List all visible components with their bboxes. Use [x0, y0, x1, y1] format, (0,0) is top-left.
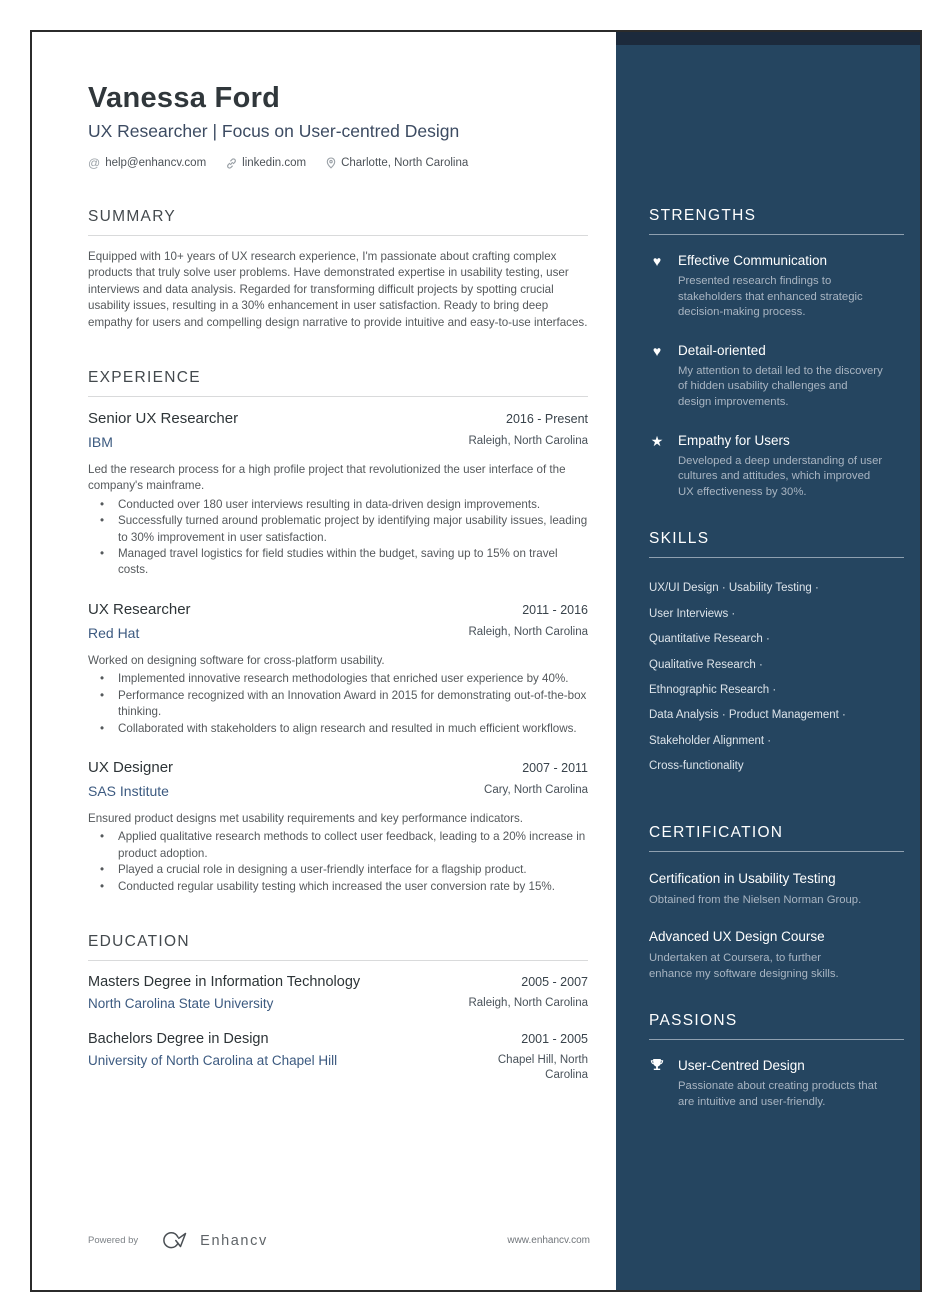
skill-line: Stakeholder Alignment · — [649, 734, 772, 747]
school-location: Chapel Hill, North Carolina — [497, 1053, 588, 1081]
degree-title: Bachelors Degree in Design — [88, 1030, 269, 1047]
strength-title: Effective Communication — [678, 253, 828, 268]
job-bullets — [88, 497, 588, 579]
job-role: UX Researcher — [88, 600, 191, 618]
education-dates: 2001 - 2005 — [521, 1031, 588, 1046]
education-dates: 2005 - 2007 — [521, 974, 588, 989]
linkedin-link[interactable] — [226, 157, 306, 169]
education-section — [88, 933, 588, 1083]
education-entry — [88, 974, 588, 1011]
job-bullet: • Managed travel logistics for field studies within the budget, saving up to 15% on travel costs. — [88, 546, 588, 579]
email-link[interactable] — [88, 156, 206, 170]
job-company: IBM — [88, 434, 113, 451]
location-icon — [326, 157, 336, 169]
job-role: UX Designer — [88, 758, 174, 776]
job-entry — [88, 410, 588, 579]
job-bullet: • Conducted regular usability testing which increased the user conversion rate by 15%. — [88, 879, 588, 895]
heart-icon: ♥ — [652, 253, 662, 269]
degree-title: Masters Degree in Information Technology — [88, 973, 361, 990]
school-name: University of North Carolina at Chapel Hill — [88, 1052, 338, 1068]
strength-text: My attention to detail led to the discovery of hidden usability challenges and design improvements. — [678, 364, 883, 408]
link-icon — [226, 158, 237, 169]
strength-title: Detail-oriented — [678, 342, 766, 358]
passions-heading: PASSIONS — [649, 1012, 904, 1040]
job-entry — [88, 759, 588, 895]
job-bullet: • Collaborated with stakeholders to align research and resulted in much efficient workflows. — [88, 721, 588, 737]
job-dates: 2016 - Present — [506, 412, 588, 427]
strength-text: Presented research findings to stakeholders that enhanced strategic decision-making process. — [678, 275, 863, 319]
skill-line: Quantitative Research · — [649, 633, 770, 646]
job-company: SAS Institute — [88, 782, 169, 799]
person-title: UX Researcher | Focus on User-centred Design — [88, 121, 460, 141]
certification-text: Undertaken at Coursera, to further enhance my software designing skills. — [649, 952, 839, 980]
website-link[interactable]: www.enhancv.com — [507, 1235, 590, 1246]
job-dates: 2007 - 2011 — [522, 760, 588, 775]
strengths-heading: STRENGTHS — [649, 207, 904, 235]
divider — [88, 960, 588, 961]
person-name: Vanessa Ford — [88, 82, 281, 114]
enhancv-logo-icon — [162, 1231, 192, 1250]
trophy-icon — [649, 1058, 665, 1110]
certification-section — [649, 824, 904, 983]
sidebar-top-band — [616, 32, 920, 45]
skill-line: UX/UI Design · Usability Testing · — [649, 582, 819, 595]
certification-item — [649, 870, 904, 909]
certification-text: Obtained from the Nielsen Norman Group. — [649, 893, 862, 906]
school-name: North Carolina State University — [88, 995, 274, 1011]
contact-row — [88, 156, 588, 170]
strengths-section — [649, 207, 904, 500]
skill-line: Ethnographic Research · — [649, 683, 777, 696]
job-description: Led the research process for a high profile project that revolutionized the user interface of the company's mainframe. — [88, 463, 566, 493]
skill-line: User Interviews · — [649, 607, 736, 620]
strength-item — [649, 433, 904, 501]
job-location: Raleigh, North Carolina — [468, 625, 588, 638]
resume-header — [88, 82, 588, 170]
job-location: Cary, North Carolina — [484, 783, 588, 796]
strength-text: Developed a deep understanding of user cultures and attitudes, which improved UX effectiveness by 30%. — [678, 454, 883, 498]
job-bullet: • Performance recognized with an Innovation Award in 2015 for demonstrating out-of-the-box thinking. — [88, 688, 588, 721]
job-bullet: • Conducted over 180 user interviews resulting in data-driven design improvements. — [88, 497, 588, 513]
education-entry — [88, 1031, 588, 1083]
job-location: Raleigh, North Carolina — [468, 435, 588, 448]
job-description: Ensured product designs met usability requirements and key performance indicators. — [88, 811, 523, 825]
sidebar — [616, 32, 920, 1290]
brand-name: Enhancv — [200, 1232, 268, 1249]
at-icon: @ — [88, 156, 101, 170]
job-bullets — [88, 671, 588, 737]
divider — [88, 396, 588, 397]
strength-item — [649, 343, 904, 411]
experience-heading: EXPERIENCE — [88, 369, 201, 387]
passion-title: User-Centred Design — [678, 1058, 805, 1074]
job-bullets — [88, 829, 588, 895]
powered-by-label: Powered by — [88, 1235, 139, 1246]
star-icon: ★ — [650, 432, 664, 449]
job-role: Senior UX Researcher — [88, 410, 239, 428]
skills-heading: SKILLS — [649, 530, 904, 558]
job-description: Worked on designing software for cross-platform usability. — [88, 653, 385, 667]
heart-icon: ♥ — [652, 342, 662, 359]
passion-text: Passionate about creating products that are intuitive and user-friendly. — [678, 1080, 878, 1108]
certification-item — [649, 928, 904, 982]
job-dates: 2011 - 2016 — [522, 602, 588, 617]
main-column — [32, 32, 616, 1290]
skill-line: Qualitative Research · — [649, 658, 763, 671]
job-bullet: • Played a crucial role in designing a user-friendly interface for a flagship product. — [88, 862, 588, 878]
skill-line: Cross-functionality — [649, 760, 744, 773]
job-company: Red Hat — [88, 624, 140, 641]
divider — [88, 235, 588, 236]
school-location: Raleigh, North Carolina — [468, 996, 588, 1009]
passions-section — [649, 1012, 904, 1110]
education-heading: EDUCATION — [88, 932, 190, 950]
strength-title: Empathy for Users — [678, 432, 790, 448]
summary-text: Equipped with 10+ years of UX research experience, I'm passionate about crafting complex products that truly solve user problems. Have demonstrated expertise in usability testing, user interviews and data analysis. Regarded for transforming difficult projects by spotting crucial usability issues, resulting in a 30% enhancement in user satisfaction. Ready to bring deep empathy for users and compelling design narrative to provide intuitive and easy-to-use interfaces. — [88, 250, 588, 329]
certification-title: Advanced UX Design Course — [649, 929, 825, 945]
resume-page — [30, 30, 922, 1292]
location-item — [326, 157, 468, 169]
summary-heading: SUMMARY — [88, 208, 177, 225]
footer — [88, 1231, 590, 1250]
job-bullet: • Implemented innovative research methodologies that enriched user experience by 40%. — [88, 671, 588, 687]
email-text: help@enhancv.com — [105, 157, 207, 169]
linkedin-text: linkedin.com — [242, 157, 307, 169]
certification-heading: CERTIFICATION — [649, 824, 904, 852]
experience-section — [88, 369, 588, 895]
certification-title: Certification in Usability Testing — [649, 870, 836, 886]
job-bullet: • Applied qualitative research methods to collect user feedback, leading to a 20% increase in product adoption. — [88, 829, 588, 862]
skill-line: Data Analysis · Product Management · — [649, 709, 846, 722]
summary-section — [88, 208, 588, 331]
job-bullet: • Successfully turned around problematic project by identifying major usability issues, leading to 30% improvement in user satisfaction. — [88, 513, 588, 546]
passion-item — [649, 1058, 904, 1110]
location-text: Charlotte, North Carolina — [341, 157, 469, 169]
skills-section — [649, 530, 904, 779]
strength-item — [649, 253, 904, 321]
job-entry — [88, 601, 588, 737]
